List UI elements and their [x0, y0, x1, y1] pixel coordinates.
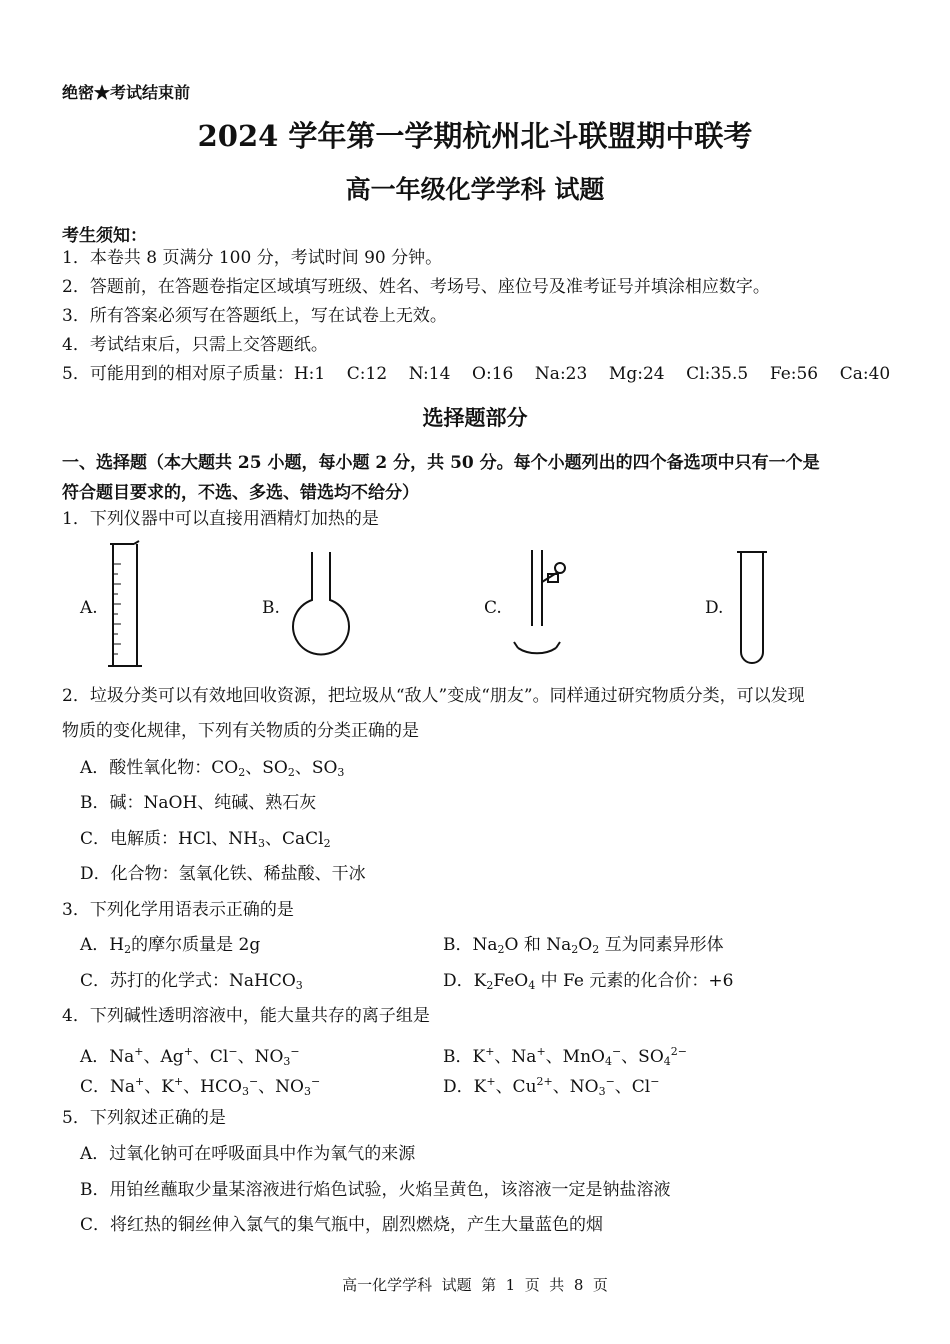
q5-option-b: B．用铂丝蘸取少量某溶液进行焰色试验，火焰呈黄色，该溶液一定是钠盐溶液 [80, 1180, 671, 1200]
question-3-stem: 3．下列化学用语表示正确的是 [62, 900, 294, 920]
notice-item: 3．所有答案必须写在答题纸上，写在试卷上无效。 [62, 306, 447, 326]
q5-option-c: C．将红热的铜丝伸入氯气的集气瓶中，剧烈燃烧，产生大量蓝色的烟 [80, 1215, 604, 1235]
notice-item: 2．答题前，在答题卷指定区域填写班级、姓名、考场号、座位号及准考证号并填涂相应数字。 [62, 277, 770, 297]
q5-option-a: A．过氧化钠可在呼吸面具中作为氧气的来源 [80, 1144, 416, 1164]
q3-option-a: A．$H_2$的摩尔质量是 2g [80, 935, 261, 956]
q4-option-c: C．Na+、K+、$HCO_3^-$、$NO_3^-$ [80, 1075, 321, 1098]
section-instructions: 一、选择题（本大题共 25 小题，每小题 2 分，共 50 分。每个小题列出的四个备选项中只有一个是 [62, 453, 820, 473]
q2-option-a: A．酸性氧化物：$CO_2$、$SO_2$、$SO_3$ [80, 758, 345, 779]
q2-option-d: D．化合物：氢氧化铁、稀盐酸、干冰 [80, 864, 366, 884]
q3-option-c: C．苏打的化学式：NaHCO$_3$ [80, 971, 303, 992]
notice-item: 4．考试结束后，只需上交答题纸。 [62, 335, 328, 355]
exam-title: 2024 学年第一学期杭州北斗联盟期中联考 [197, 119, 753, 153]
exam-subtitle: 高一年级化学学科 试题 [345, 175, 605, 204]
distillation-flask-icon [508, 546, 576, 670]
q3-option-b: B．$Na_2O$ 和 $Na_2O_2$ 互为同素异形体 [443, 935, 724, 956]
page-footer: 高一化学学科 试题 第 1 页 共 8 页 [342, 1276, 608, 1294]
question-5-stem: 5．下列叙述正确的是 [62, 1108, 226, 1128]
q4-option-b: B．K+、Na+、MnO$_4$−、$SO_4^{2-}$ [443, 1045, 687, 1068]
q2-option-c: C．电解质：HCl、$NH_3$、CaCl$_2$ [80, 829, 331, 850]
graduated-cylinder-icon [104, 540, 144, 672]
q1-option-c-label: C. [484, 598, 502, 618]
confidential-mark: 绝密★考试结束前 [62, 83, 191, 102]
section-title: 选择题部分 [422, 405, 528, 430]
question-4-stem: 4．下列碱性透明溶液中，能大量共存的离子组是 [62, 1006, 430, 1026]
q3-option-d: D．$K_2FeO_4$ 中 Fe 元素的化合价：+6 [443, 971, 734, 992]
question-1-stem: 1．下列仪器中可以直接用酒精灯加热的是 [62, 509, 379, 529]
notice-item: 1．本卷共 8 页满分 100 分，考试时间 90 分钟。 [62, 248, 443, 268]
question-2-stem: 物质的变化规律，下列有关物质的分类正确的是 [62, 721, 419, 741]
question-2-stem: 2．垃圾分类可以有效地回收资源，把垃圾从“敌人”变成“朋友”。同样通过研究物质分类，可以发现 [62, 686, 805, 706]
q4-option-d: D．K+、$Cu^{2+}$、$NO_3^-$、Cl− [443, 1075, 660, 1098]
notice-heading: 考生须知： [62, 226, 147, 246]
q1-option-a-label: A. [80, 598, 98, 618]
q1-option-b-label: B. [262, 598, 280, 618]
notice-item: 5．可能用到的相对原子质量：H:1 C:12 N:14 O:16 Na:23 Mg:24 Cl:35.5 Fe:56 Ca:40 [62, 364, 891, 384]
test-tube-icon [734, 548, 770, 666]
q1-option-d-label: D. [705, 598, 724, 618]
round-bottom-flask-icon [288, 548, 354, 658]
q2-option-b: B．碱：NaOH、纯碱、熟石灰 [80, 793, 317, 813]
section-instructions: 符合题目要求的，不选、多选、错选均不给分） [62, 483, 419, 503]
q4-option-a: A．Na+、Ag+、Cl−、$NO_3^-$ [80, 1045, 300, 1068]
